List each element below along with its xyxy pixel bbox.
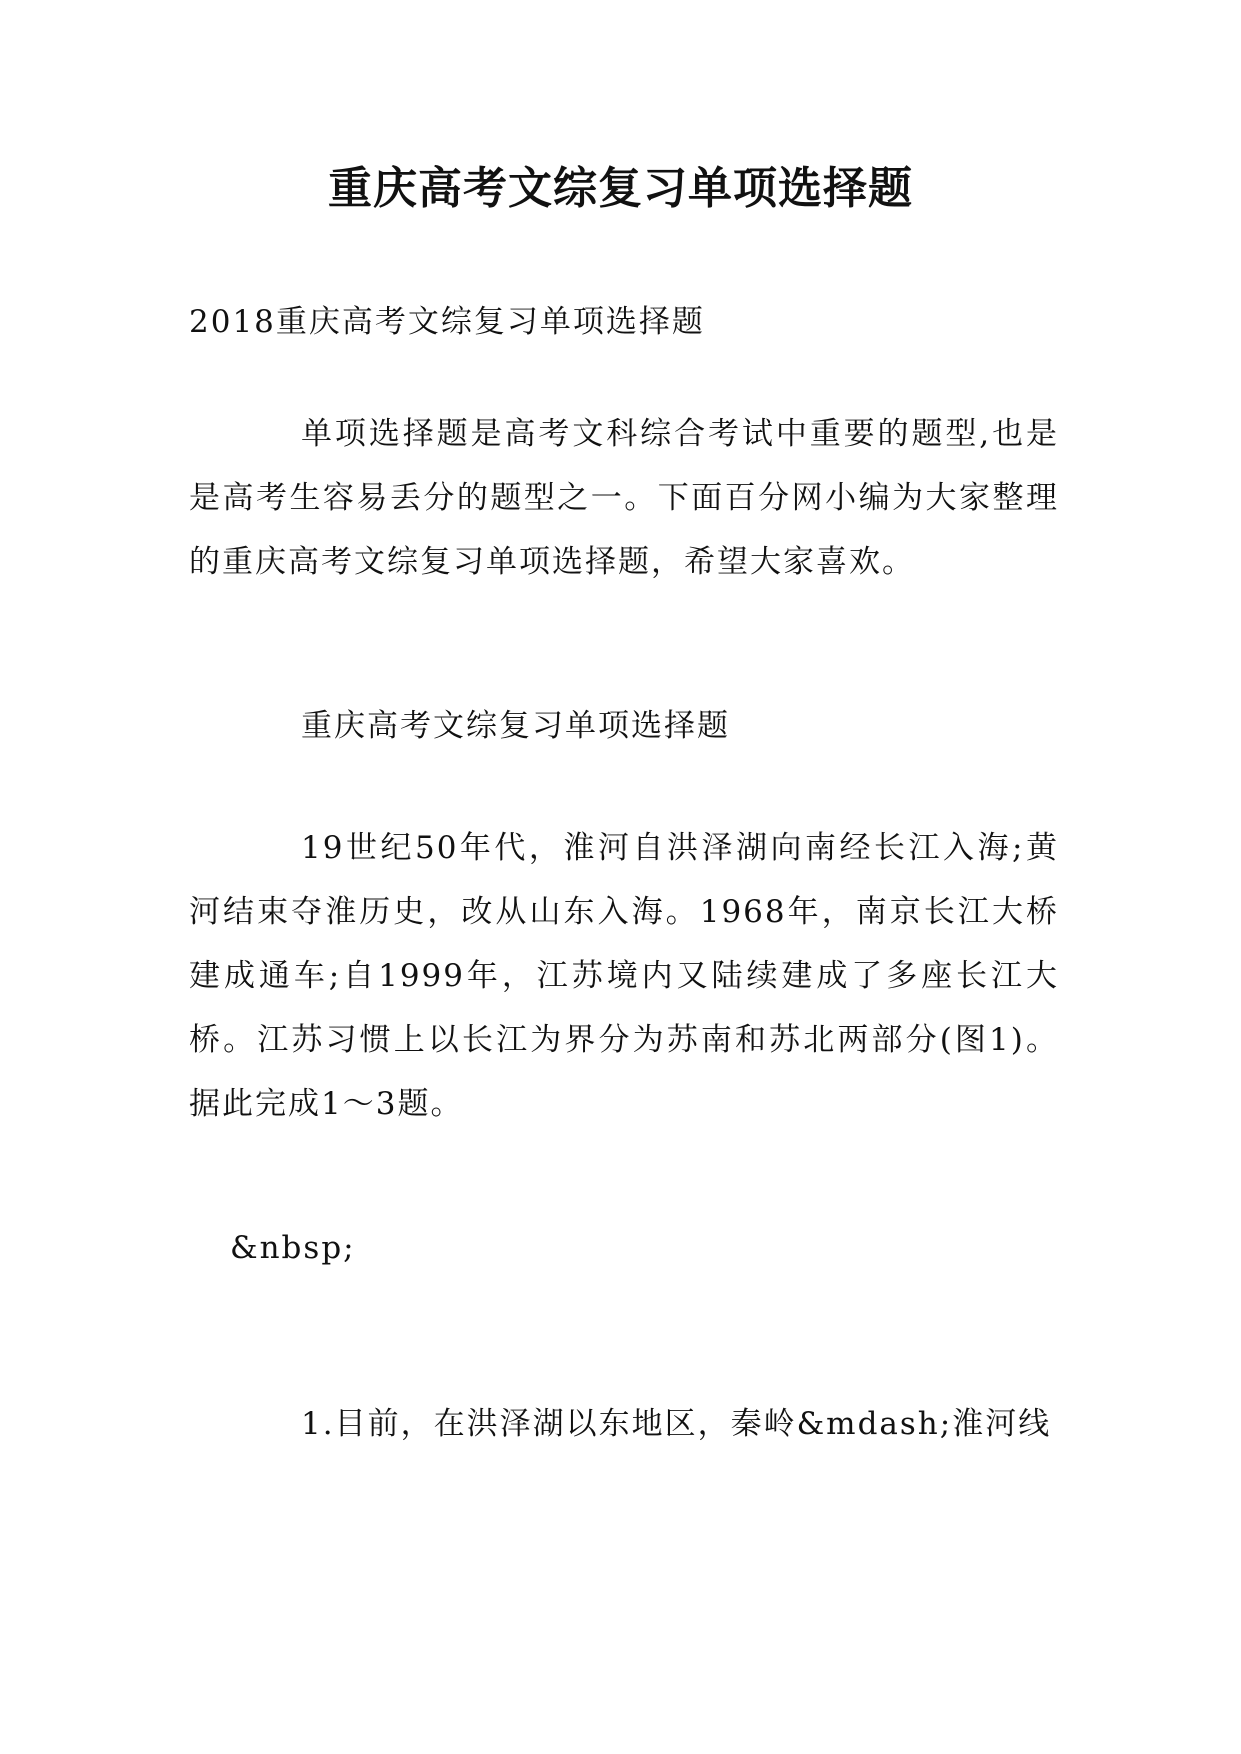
- document-subtitle: 2018重庆高考文综复习单项选择题: [189, 304, 705, 340]
- nbsp-text: &nbsp;: [230, 1230, 356, 1266]
- intro-paragraph: 单项选择题是高考文科综合考试中重要的题型,也是是高考生容易丢分的题型之一。下面百分网小编为大家整理的重庆高考文综复习单项选择题，希望大家喜欢。: [189, 416, 1059, 580]
- section-heading: 重庆高考文综复习单项选择题: [301, 708, 730, 744]
- question-1: 1.目前，在洪泽湖以东地区，秦岭&mdash;淮河线: [301, 1406, 1052, 1442]
- context-paragraph: 19世纪50年代，淮河自洪泽湖向南经长江入海;黄河结束夺淮历史，改从山东入海。1968年，南京长江大桥建成通车;自1999年，江苏境内又陆续建成了多座长江大桥。江苏习惯上以长江为界分为苏南和苏北两部分(图1)。据此完成1～3题。: [189, 830, 1059, 1122]
- document-title: 重庆高考文综复习单项选择题: [328, 163, 913, 214]
